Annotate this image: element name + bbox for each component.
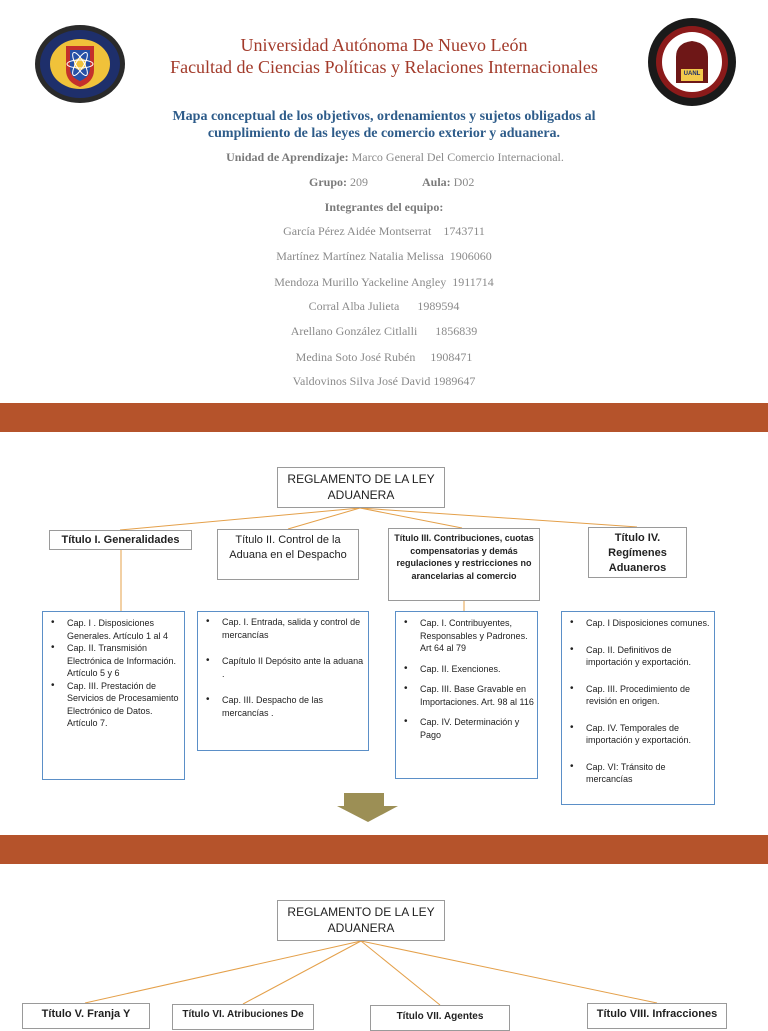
map1-title-2: Título II. Control de la Aduana en el Despacho: [217, 529, 359, 580]
list-item: • Cap. I Disposiciones comunes.: [562, 617, 714, 630]
uanl-seal-logo: [34, 24, 126, 104]
map1-list-3: [395, 611, 538, 779]
map2-root: REGLAMENTO DE LA LEY ADUANERA: [277, 900, 445, 941]
member-3: Mendoza Murillo Yackeline Angley 1911714: [274, 275, 494, 289]
map2-title-5: Título V. Franja Y: [22, 1003, 150, 1029]
map2-title-6: Título VI. Atribuciones De: [172, 1004, 314, 1030]
learning-unit: [100, 150, 690, 165]
list-item: • Cap. I . Disposiciones Generales. Artículo 1 al 4: [43, 617, 184, 642]
list-item: • Cap. III. Despacho de las mercancías .: [198, 694, 368, 719]
member-6: Medina Soto José Rubén 1908471: [295, 350, 473, 364]
map1-list-2: [197, 611, 369, 751]
map2-title-8: Título VIII. Infracciones: [587, 1003, 727, 1029]
unit-label: Unidad de Aprendizaje:: [226, 150, 349, 164]
list-item: • Cap. III. Base Gravable en Importaciones. Art. 98 al 116: [396, 683, 537, 708]
list-item: • Cap. II. Definitivos de importación y exportación.: [562, 644, 714, 669]
list-item: • Cap. II. Transmisión Electrónica de Información. Artículo 5 y 6: [43, 642, 184, 680]
divider-band-top: [0, 403, 768, 432]
right-logo-badge: UANL: [683, 71, 701, 77]
room-value: D02: [453, 175, 475, 189]
member-4: Corral Alba Julieta 1989594: [308, 299, 460, 313]
room-line: [422, 175, 582, 190]
list-item: • Cap. VI: Tránsito de mercancías: [562, 761, 714, 786]
list-item: • Cap. I. Entrada, salida y control de mercancías: [198, 616, 368, 641]
faculty-name: Facultad de Ciencias Políticas y Relaciones Internacionales: [170, 57, 598, 77]
map1-title-4: Título IV. Regímenes Aduaneros: [588, 527, 687, 578]
map1-root: REGLAMENTO DE LA LEY ADUANERA: [277, 467, 445, 508]
list-item: • Cap. IV. Temporales de importación y exportación.: [562, 722, 714, 747]
list-item: • Cap. II. Exenciones.: [396, 663, 537, 676]
list-item: • Cap. IV. Determinación y Pago: [396, 716, 537, 741]
map1-list-1: [42, 611, 185, 780]
room-label: Aula:: [422, 175, 451, 189]
document-title-line1: Mapa conceptual de los objetivos, ordenamientos y sujetos obligados al: [172, 109, 596, 124]
list-item: • Cap. I. Contribuyentes, Responsables y Padrones. Art 64 al 79: [396, 617, 537, 655]
member-5: Arellano González Citlalli 1856839: [290, 324, 478, 338]
member-2: Martínez Martínez Natalia Melissa 1906060: [276, 249, 492, 263]
map1-list-4: [561, 611, 715, 805]
fcpyri-seal-logo: [646, 17, 738, 107]
list-item: • Cap. III. Procedimiento de revisión en origen.: [562, 683, 714, 708]
list-item: • Cap. III. Prestación de Servicios de Procesamiento Electrónico de Datos. Artículo 7.: [43, 680, 184, 730]
group-value: 209: [350, 175, 369, 189]
map2-title-7: Título VII. Agentes: [370, 1005, 510, 1031]
members-label: Integrantes del equipo:: [324, 200, 444, 214]
member-7: Valdovinos Silva José David 1989647: [292, 374, 476, 388]
down-arrow-icon: [337, 793, 398, 822]
unit-value: Marco General Del Comercio Internacional.: [351, 150, 564, 164]
map1-title-3: Título III. Contribuciones, cuotas compensatorias y demás regulaciones y restricciones no arancelarias al comercio: [388, 528, 540, 601]
map1-title-1: Título I. Generalidades: [49, 530, 192, 550]
member-1: García Pérez Aidée Montserrat 1743711: [283, 224, 485, 238]
divider-band-middle: [0, 835, 768, 864]
list-item: • Capítulo II Depósito ante la aduana .: [198, 655, 368, 680]
document-title-line2: cumplimiento de las leyes de comercio exterior y aduanera.: [207, 126, 561, 141]
university-name: Universidad Autónoma De Nuevo León: [240, 35, 528, 55]
group-label: Grupo:: [309, 175, 348, 189]
